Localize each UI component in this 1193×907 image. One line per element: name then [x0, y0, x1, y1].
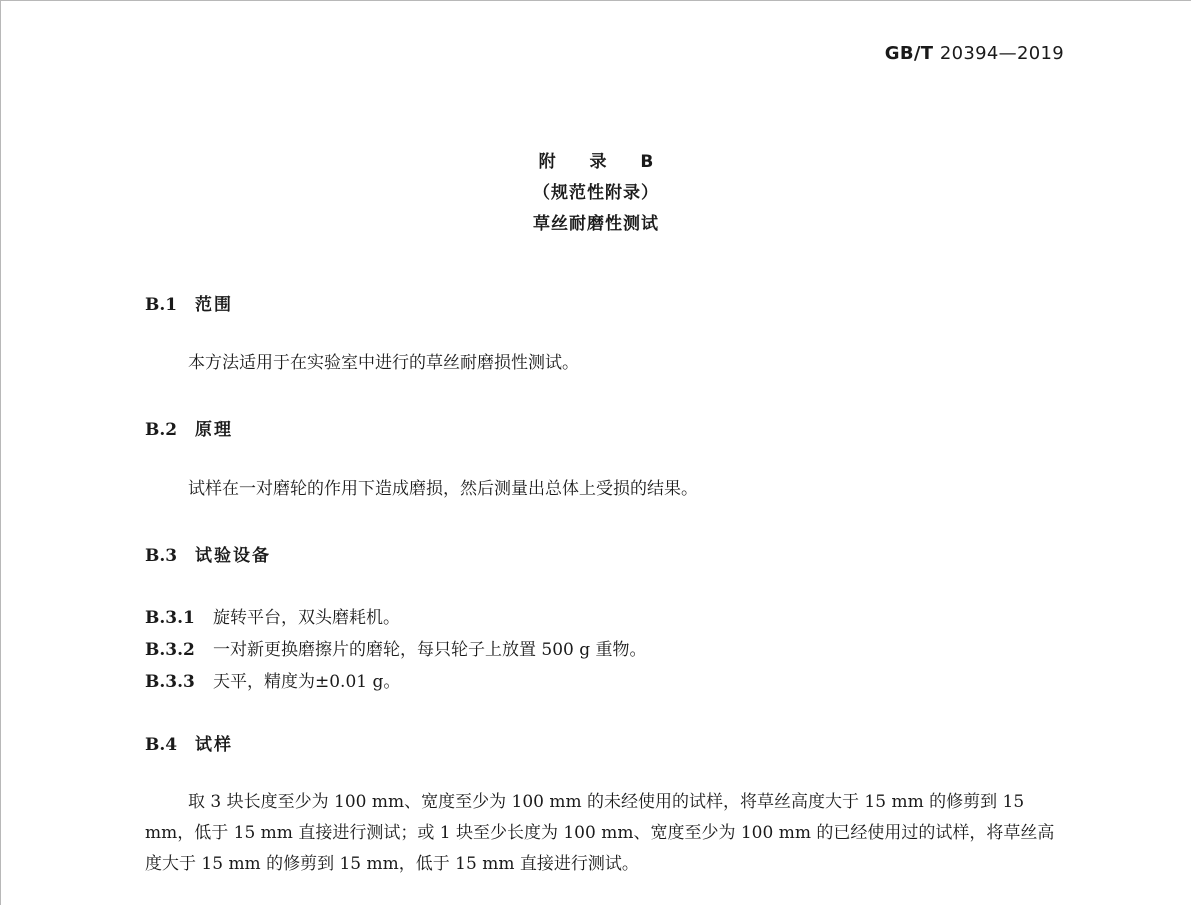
standard-number — [885, 43, 1064, 64]
list-item — [145, 603, 400, 628]
section-body-b2: 试样在一对磨轮的作用下造成磨损，然后测量出总体上受损的结果。 — [188, 479, 698, 499]
section-number: B.3 — [145, 546, 178, 566]
list-item — [145, 667, 400, 692]
section-number: B.4 — [145, 735, 178, 755]
item-text: 一对新更换磨擦片的磨轮，每只轮子上放置 500 g 重物。 — [213, 640, 647, 660]
section-body-b4: 取 3 块长度至少为 100 mm、宽度至少为 100 mm 的未经使用的试样，将草丝高度大于 15 mm 的修剪到 15 mm，低于 15 mm 直接进行测试；或 1 块至少长度为 100 mm、宽度至少为 100 mm 的已经使用过的试样，将草丝高度大于 15 mm 的修剪到 15 mm，低于 15 mm 直接进行测试。 — [145, 792, 1055, 874]
section-heading-b1 — [145, 290, 233, 315]
standard-prefix: GB/T — [884, 43, 934, 64]
item-text: 天平，精度为±0.01 g。 — [213, 672, 401, 692]
section-title: 范围 — [195, 295, 233, 315]
section-body-b1: 本方法适用于在实验室中进行的草丝耐磨损性测试。 — [188, 353, 579, 373]
section-heading-b4 — [145, 730, 233, 755]
section-number: B.2 — [145, 420, 178, 440]
item-text: 旋转平台，双头磨耗机。 — [213, 608, 400, 628]
section-heading-b3 — [145, 541, 271, 566]
annex-type: （规范性附录） — [533, 183, 659, 203]
section-title: 试验设备 — [195, 546, 271, 566]
item-number: B.3.1 — [145, 608, 195, 628]
section-heading-b2 — [145, 415, 233, 440]
item-number: B.3.3 — [145, 672, 195, 692]
annex-name: 草丝耐磨性测试 — [533, 214, 659, 234]
list-item — [145, 635, 647, 660]
section-title: 原理 — [195, 420, 233, 440]
item-number: B.3.2 — [145, 640, 195, 660]
section-number: B.1 — [145, 295, 178, 315]
annex-title: 附 录 B — [538, 152, 668, 172]
standard-code: 20394—2019 — [939, 43, 1064, 64]
section-title: 试样 — [195, 735, 233, 755]
